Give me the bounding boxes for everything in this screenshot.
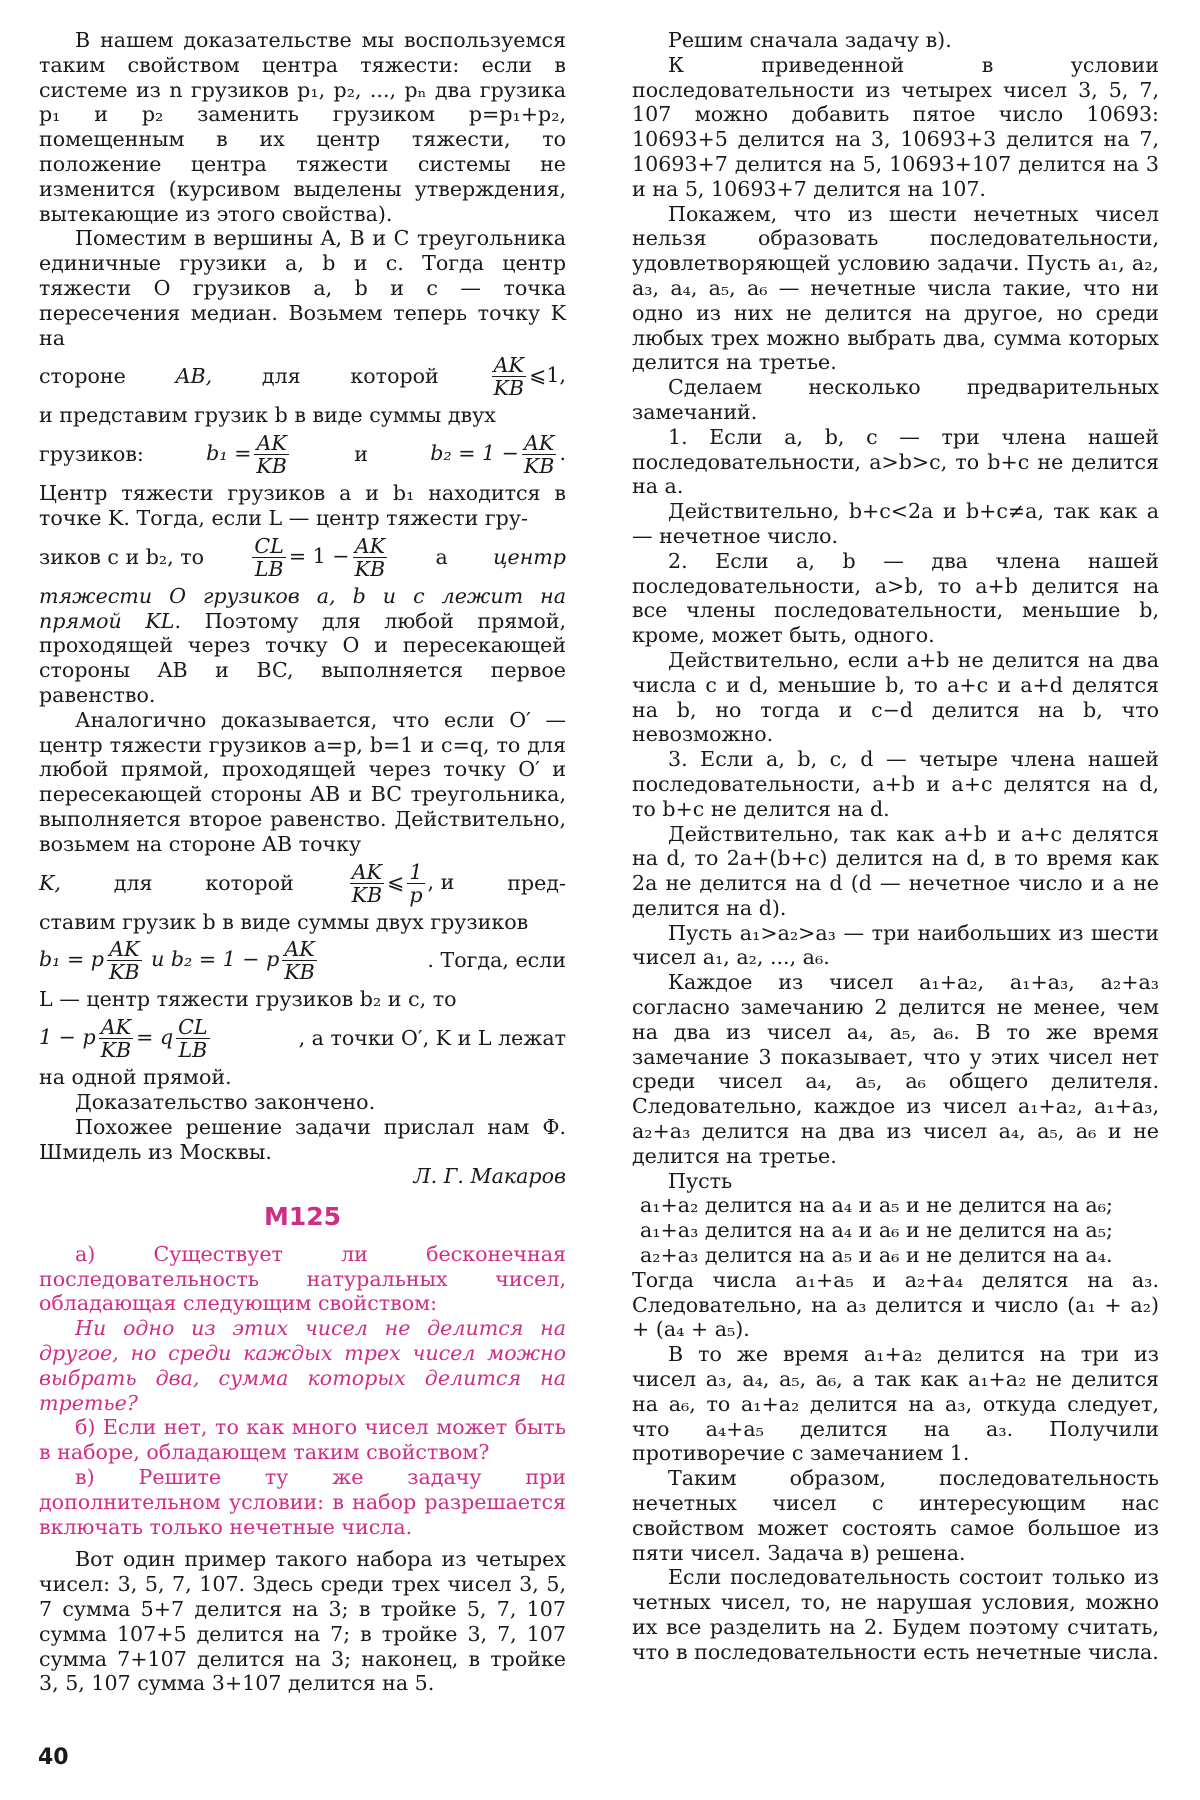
word-a: а [435, 544, 448, 569]
words-togda: . Тогда, если [427, 948, 566, 973]
word-i: и [354, 442, 368, 467]
paragraph-each-sum: Каждое из чисел a₁+a₂, a₁+a₃, a₂+a₃ согласно замечанию 2 делится не менее, чем на два из чисел a₄, a₅, a₆. В то же время замечание 3 показывает, что у этих чисел нет среди чисел a₄, a₅, a₆ общего делителя. Следовательно, каждое из чисел a₁+a₂, a₁+a₃, a₂+a₃ делится на два из чисел a₄, a₅, a₆ и не делится на третье. [632, 970, 1159, 1168]
right-column [632, 28, 1159, 1665]
problem-part-c: в) Решите ту же задачу при дополнительном условии: в набор разрешается включать только нечетные числа. [39, 1465, 566, 1539]
formula-line-b1-p [39, 938, 566, 983]
paragraph-conclusion: Таким образом, последовательность нечетных чисел с интересующим нас свойством может состоять самое большое из пяти чисел. Задача в) решена. [632, 1466, 1159, 1565]
paragraph-unit-weights: Поместим в вершины A, B и C треугольника единичные грузики a, b и c. Тогда центр тяжести O грузиков a, b и c — точка пересечения медиан. Возьмем теперь точку K на [39, 226, 566, 350]
problem-part-b: б) Если нет, то как много чисел может быть в наборе, обладающем таким свойством? [39, 1415, 566, 1465]
paragraph-analogous-proof: Аналогично доказывается, что если O′ — центр тяжести грузиков a=p, b=1 и c=q, то для любой прямой, проходящей через точку O′ и пересекающей стороны AB и BC треугольника, выполняется второе равенство. Действительно, возьмем на стороне AB точку [39, 707, 566, 856]
page-number: 40 [38, 1745, 69, 1770]
problem-part-a-italic: Ни одно из этих чисел не делится на другое, но среди каждых трех чисел можно выбрать два, сумма которых делится на третье? [39, 1316, 566, 1415]
paragraph-then-numbers: Тогда числа a₁+a₅ и a₂+a₄ делятся на a₃. Следовательно, на a₃ делится и число (a₁ + a₂) + (a₄ + a₅). [632, 1267, 1159, 1342]
word-center-italic: центр [493, 544, 566, 569]
word-dlya: для [261, 364, 301, 389]
word-k: K, [39, 870, 61, 895]
paragraph-preliminary-remarks: Сделаем несколько предварительных замечаний. [632, 375, 1159, 424]
paragraph-similar-solution: Похожее решение задачи прислал нам Ф. Шмидель из Москвы. [39, 1114, 566, 1164]
paragraph-contradiction: В то же время a₁+a₂ делится на три из чисел a₃, a₄, a₅, a₆, а так как a₁+a₂ не делится на a₆, то a₁+a₂ делится на a₃, откуда следует, что a₄+a₅ делится на a₃. Получили противоречие с замечанием 1. [632, 1342, 1159, 1466]
formula-line-ak-kb [39, 354, 566, 399]
divisibility-list [632, 1193, 1159, 1267]
paragraph-three-largest: Пусть a₁>a₂>a₃ — три наибольших из шести чисел a₁, a₂, ..., a₆. [632, 920, 1159, 970]
paragraph-two-weights: ставим грузик b в виде суммы двух грузиков [39, 909, 529, 934]
paragraph-kl-line: тяжести O грузиков a, b и c лежит на прямой KL. Поэтому для любой прямой, проходящей через точку O и пересекающей стороны AB и BC, выполняется первое равенство. [39, 583, 566, 707]
formula-b1-p: b₁ = p $\frac{AK}{KB}$ и b₂ = 1 − p $\frac{AK}{KB}$ [39, 937, 315, 985]
formula-cl-lb: $\frac{CL}{LB}$ = 1 − $\frac{AK}{KB}$ [254, 533, 386, 581]
fraction-ak-kb: $\frac{AK}{KB}$ [493, 353, 525, 401]
remark-3-proof: Действительно, так как a+b и a+c делятся на d, то 2a+(b+c) делится на d, в то время как 2a не делится на d (d — нечетное число и a не делится на d). [632, 821, 1159, 920]
list-item: a₂+a₃ делится на a₅ и a₆ и не делится на a₄. [640, 1243, 1113, 1268]
word-gruzikov: грузиков: [39, 442, 144, 467]
paragraph-six-odd: Покажем, что из шести нечетных чисел нельзя образовать последовательности, удовлетворяющей условию задачи. Пусть a₁, a₂, a₃, a₄, a₅, a₆ — нечетные числа такие, что ни одно из них не делится на другое, но среди любых трех можно выбрать два, сумма которых делится на третье. [632, 201, 1159, 375]
paragraph-fifth-number: К приведенной в условии последовательности из четырех чисел 3, 5, 7, 107 можно добавить пятое число 10693: 10693+5 делится на 3, 10693+3 делится на 7, 10693+7 делится на 5, 10693+107 делится на 3 и на 5, 10693+7 делится на 107. [632, 52, 1159, 201]
word-pred: пред- [507, 870, 566, 895]
author-signature: Л. Г. Макаров [413, 1164, 566, 1189]
paragraph-center-of-mass-property: В нашем доказательстве мы воспользуемся таким свойством центра тяжести: если в системе из n грузиков p₁, p₂, ..., pₙ два грузика p₁ и p₂ заменить грузиком p=p₁+p₂, помещенным в их центр тяжести, то положение центра тяжести системы не изменится (курсивом выделены утверждения, вытекающие из этого свойства). [39, 28, 566, 226]
word-kotoroy: которой [350, 364, 439, 389]
words-zikov: зиков c и b₂, то [39, 544, 205, 569]
left-column [39, 28, 566, 1696]
word-kotoroy-2: которой [205, 870, 294, 895]
remark-1: 1. Если a, b, c — три члена нашей последовательности, a>b>c, то b+c не делится на a. [632, 424, 1159, 499]
formula-one-minus-p: 1 − p $\frac{AK}{KB}$ = q $\frac{CL}{LB}$ [39, 1015, 208, 1063]
paragraph-proof-finished: Доказательство закончено. [75, 1089, 376, 1114]
list-item: a₁+a₃ делится на a₄ и a₆ и не делится на a₅; [640, 1218, 1113, 1243]
formula-b2: b₂ = 1 − $\frac{AK}{KB}$ . [430, 431, 566, 479]
paragraph-solve-c-first: Решим сначала задачу в). [668, 28, 952, 52]
remark-3: 3. Если a, b, c, d — четыре члена нашей последовательности, a+b и a+c делятся на d, то b+c не делится на d. [632, 747, 1159, 821]
paragraph-example-set: Вот один пример такого набора из четырех чисел: 3, 5, 7, 107. Здесь среди трех чисел 3, 5, 7 сумма 5+7 делится на 3; в тройке 5, 7, 107 сумма 107+5 делится на 7; в тройке 3, 7, 107 сумма 7+107 делится на 3; наконец, в тройке 3, 5, 107 сумма 3+107 делится на 5. [39, 1547, 566, 1696]
formula-line-b1-b2 [39, 432, 566, 477]
paragraph-let: Пусть [668, 1168, 733, 1193]
formula-ak-kb-le-1: $\frac{AK}{KB}$ ⩽1, [493, 353, 566, 401]
formula-ak-kb-le-1-over-p: $\frac{AK}{KB}$ ⩽ $\frac{1}{p}$ , и [351, 859, 455, 907]
formula-b1: b₁ = $\frac{AK}{KB}$ [206, 431, 287, 479]
formula-line-ak-kb-1p [39, 861, 566, 906]
paragraph-represent-weight: и представим грузик b в виде суммы двух [39, 403, 496, 428]
paragraph-even-numbers: Если последовательность состоит только из четных чисел, то, не нарушая условия, можно их все разделить на 2. Будем поэтому считать, что в последовательности есть нечетные числа. [632, 1565, 1159, 1664]
words-tochki: , а точки O′, K и L лежат [298, 1026, 566, 1051]
formula-line-q [39, 1016, 566, 1061]
problem-part-a: а) Существует ли бесконечная последовательность натуральных чисел, обладающая следующим свойством: [39, 1241, 566, 1316]
list-item: a₁+a₂ делится на a₄ и a₅ и не делится на a₆; [640, 1193, 1113, 1218]
paragraph-center-at-k: Центр тяжести грузиков a и b₁ находится в точке K. Тогда, если L — центр тяжести гру- [39, 481, 566, 530]
word-ab: AB, [175, 364, 213, 389]
paragraph-one-line: на одной прямой. [39, 1065, 232, 1090]
remark-1-proof: Действительно, b+c<2a и b+c≠a, так как a — нечетное число. [632, 499, 1159, 548]
word-storone: стороне [39, 364, 126, 389]
paragraph-l-center: L — центр тяжести грузиков b₂ и c, то [39, 987, 457, 1012]
remark-2: 2. Если a, b — два члена нашей последовательности, a>b, то a+b делится на все члены последовательности, меньшие b, кроме, может быть, одного. [632, 548, 1159, 648]
problem-heading: М125 [263, 1202, 342, 1232]
formula-line-cl-lb [39, 535, 566, 580]
word-dlya-2: для [113, 870, 153, 895]
remark-2-proof: Действительно, если a+b не делится на два числа c и d, меньшие b, то a+c и a+d делятся на b, но тогда и c−d делится на b, что невозможно. [632, 647, 1159, 747]
